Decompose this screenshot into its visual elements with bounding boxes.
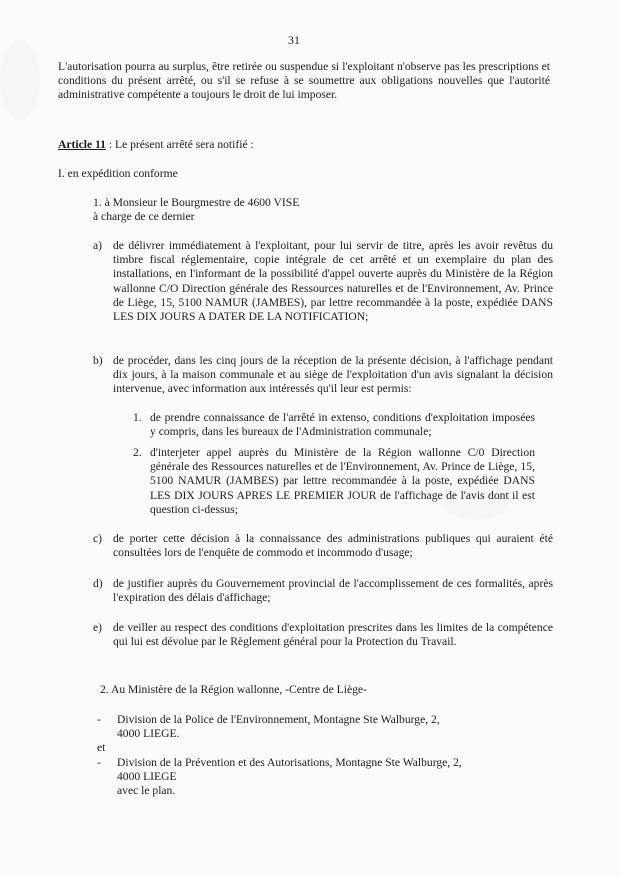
division-police-address (117, 713, 440, 741)
intro-paragraph: L'autorisation pourra au surplus, être retirée ou suspendue si l'exploitant n'observe pas les prescriptions et conditions du présent arrêté, ou s'il se refuse à se soumettre aux obligations nouvelles que l'autorité administrative compétente a toujours le droit de lui imposer. (58, 60, 550, 102)
address-line: 4000 LIEGE. (117, 727, 180, 741)
item-text: de veiller au respect des conditions d'exploitation prescrites dans les limites de la compétence qui lui est dévolue par le Règlement général pour la Protection du Travail. (113, 621, 553, 649)
item-letter: a) (93, 239, 103, 252)
address-line: Division de la Police de l'Environnement, Montagne Ste Walburge, 2, (117, 713, 440, 726)
recipient-line: à charge de ce dernier (93, 210, 195, 224)
item-text: de délivrer immédiatement à l'exploitant, pour lui servir de titre, après les avoir revêtus du timbre fiscal réglementaire, copie intégrale de cet arrêté et un exemplaire du plan des installations, en l'informant de la possibilité d'appel ouverte auprès du Ministère de la Région wallonne C/O Direction générale des Ressources naturelles et de l'Environnement, Av. Prince de Liège, 15, 5100 NAMUR (JAMBES), par lettre recommandée à la poste, expédiée DANS LES DIX JOURS A DATER DE LA NOTIFICATION; (113, 239, 553, 324)
sub-item-text: d'interjeter appel auprès du Ministère de la Région wallonne C/0 Direction générale des Ressources naturelles et de l'Environnement, Av. Prince de Liège, 15, 5100 NAMUR (JAMBES) par lettre recommandée à la poste, expédiée DANS LES DIX JOURS APRES LE PREMIER JOUR de l'affichage de l'avis dont il est question ci-dessus; (150, 446, 535, 516)
article-text: : Le présent arrêté sera notifié : (105, 138, 254, 151)
item-letter: c) (93, 532, 103, 545)
item-letter: d) (93, 577, 103, 590)
section-heading: I. en expédition conforme (58, 167, 178, 180)
division-dash: - (97, 756, 101, 769)
item-letter: b) (93, 354, 103, 367)
article-label: Article 11 (58, 138, 106, 151)
sub-item-number: 1. (133, 411, 142, 424)
connector-text: et (97, 741, 106, 754)
paper-stain (0, 40, 40, 120)
sub-item-text: de prendre connaissance de l'arrêté in extenso, conditions d'exploitation imposées y compris, dans les bureaux de l'Administration communale; (150, 411, 535, 439)
division-prevention-address (117, 756, 462, 799)
page-number: 31 (288, 33, 300, 47)
recipient-ministere: 2. Au Ministère de la Région wallonne, -Centre de Liège- (100, 683, 367, 696)
address-line: Division de la Prévention et des Autorisations, Montagne Ste Walburge, 2, (117, 756, 462, 769)
address-line: 4000 LIEGE (117, 770, 177, 784)
division-dash: - (97, 713, 101, 726)
item-text: de justifier auprès du Gouvernement provincial de l'accomplissement de ces formalités, après l'expiration des délais d'affichage; (113, 577, 553, 605)
article-heading (58, 138, 254, 152)
item-text: de porter cette décision à la connaissance des administrations publiques qui auraient été consultées lors de l'enquête de commodo et incommodo d'usage; (113, 532, 553, 560)
item-text: de procéder, dans les cinq jours de la réception de la présente décision, à l'affichage pendant dix jours, à la maison communale et au siège de l'exploitation d'un avis signalant la décision intervenue, avec information aux intéressés qu'il leur est permis: (113, 354, 553, 396)
sub-item-number: 2. (133, 446, 142, 459)
recipient-line: 1. à Monsieur le Bourgmestre de 4600 VISE (93, 196, 300, 209)
item-letter: e) (93, 621, 103, 634)
address-line: avec le plan. (117, 784, 176, 798)
recipient-bourgmestre (93, 196, 299, 224)
